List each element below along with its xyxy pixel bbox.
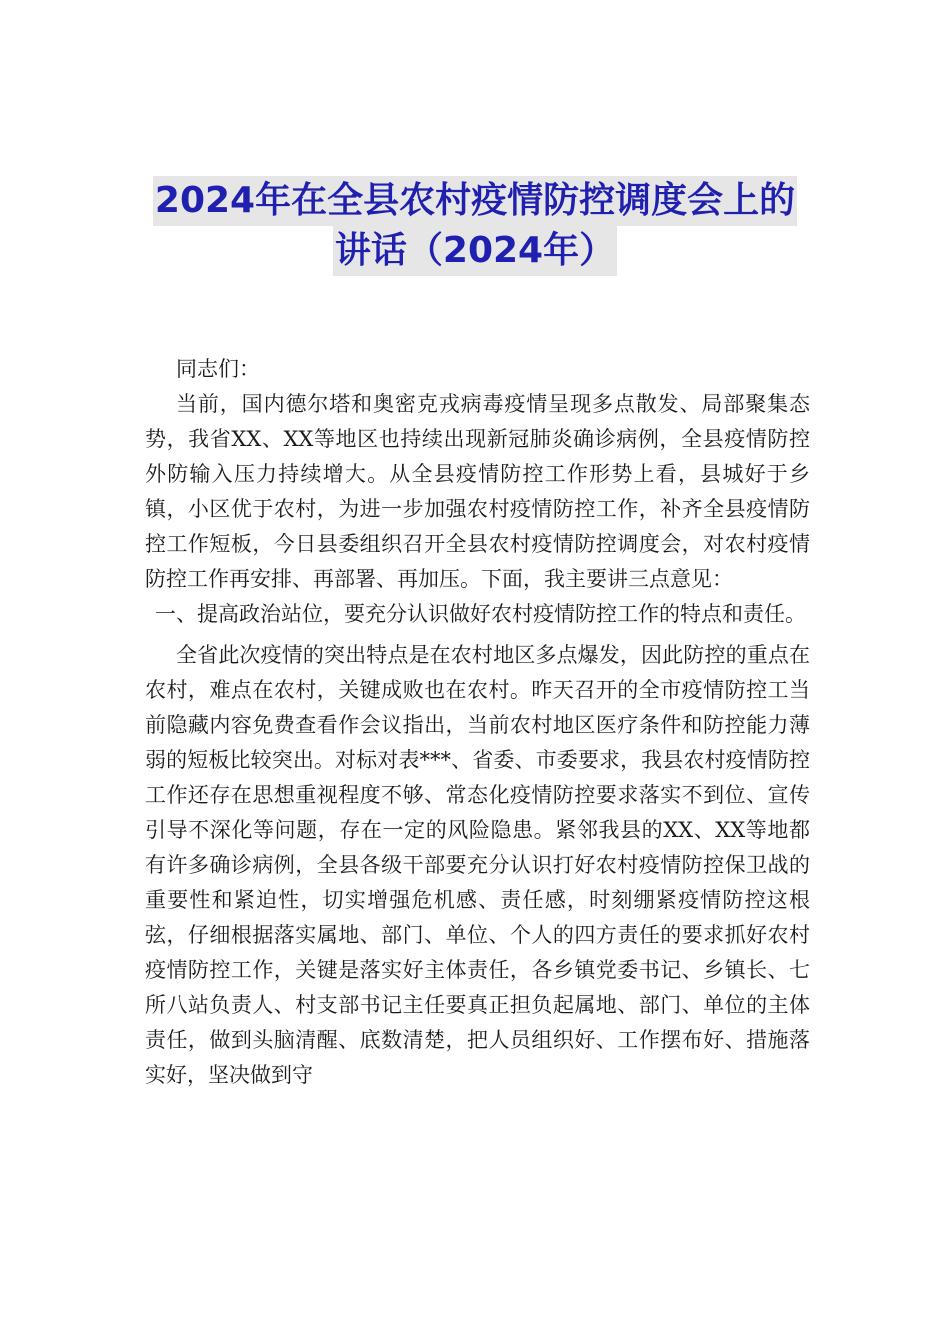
section-heading-1: 一、提高政治站位，要充分认识做好农村疫情防控工作的特点和责任。: [155, 602, 806, 626]
document-body: [145, 352, 810, 1093]
title-line-1: 2024年在全县农村疫情防控调度会上的: [153, 176, 797, 226]
title-line-2: 讲话（2024年）: [333, 226, 617, 276]
greeting: 同志们：: [176, 357, 260, 381]
paragraph-intro: 当前，国内德尔塔和奥密克戎病毒疫情呈现多点散发、局部聚集态势，我省XX、XX等地区也持续出现新冠肺炎确诊病例，全县疫情防控外防输入压力持续增大。从全县疫情防控工作形势上看，县城好于乡镇，小区优于农村，为进一步加强农村疫情防控工作，补齐全县疫情防控工作短板，今日县委组织召开全县农村疫情防控调度会，对农村疫情防控工作再安排、再部署、再加压。下面，我主要讲三点意见：: [145, 392, 810, 591]
title-row-2: [0, 226, 950, 276]
title-row-1: [0, 176, 950, 226]
document-title: [0, 176, 950, 276]
paragraph-section-1: 全省此次疫情的突出特点是在农村地区多点爆发，因此防控的重点在农村，难点在农村，关键成败也在农村。昨天召开的全市疫情防控工当前隐藏内容免费查看作会议指出，当前农村地区医疗条件和防控能力薄弱的短板比较突出。对标对表***、省委、市委要求，我县农村疫情防控工作还存在思想重视程度不够、常态化疫情防控要求落实不到位、宣传引导不深化等问题，存在一定的风险隐患。紧邻我县的XX、XX等地都有许多确诊病例，全县各级干部要充分认识打好农村疫情防控保卫战的重要性和紧迫性，切实增强危机感、责任感，时刻绷紧疫情防控这根弦，仔细根据落实属地、部门、单位、个人的四方责任的要求抓好农村疫情防控工作，关键是落实好主体责任，各乡镇党委书记、乡镇长、七所八站负责人、村支部书记主任要真正担负起属地、部门、单位的主体责任，做到头脑清醒、底数清楚，把人员组织好、工作摆布好、措施落实好，坚决做到守: [145, 643, 810, 1087]
